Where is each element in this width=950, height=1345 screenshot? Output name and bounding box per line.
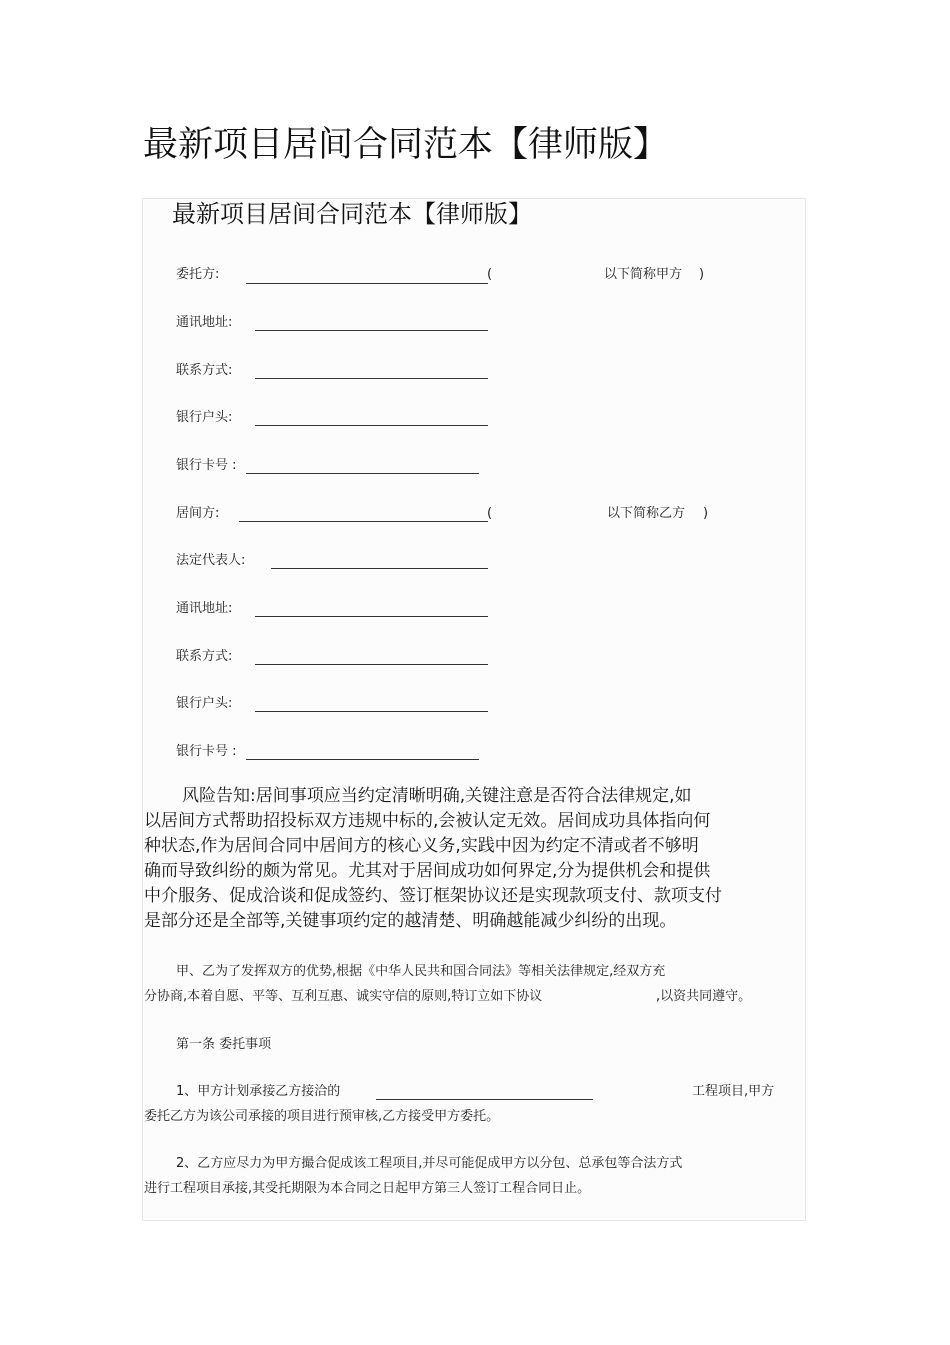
preamble-line-2: 分协商,本着自愿、平等、互利互惠、诚实守信的原则,特订立如下协议 (144, 989, 543, 1004)
party-b-contact-blank (255, 664, 488, 665)
party-b-address-blank (255, 616, 488, 617)
risk-notice-line: 风险告知:居间事项应当约定清晰明确,关键注意是否符合法律规定,如 (182, 786, 692, 806)
party-b-account-label: 银行户头: (176, 696, 233, 711)
risk-notice (144, 784, 756, 934)
party-a-address-blank (255, 330, 488, 331)
party-b-account-blank (255, 711, 488, 712)
party-a-name-blank (246, 283, 488, 284)
page-title: 最新项目居间合同范本【律师版】 (143, 125, 669, 165)
party-b-address-label: 通讯地址: (176, 601, 233, 616)
party-a-label: 委托方: (176, 267, 220, 282)
clause-2-line-2: 进行工程项目承接,其受托期限为本合同之日起甲方第三人签订工程合同日止。 (144, 1181, 591, 1196)
risk-notice-line: 是部分还是全部等,关键事项约定的越清楚、明确越能减少纠纷的出现。 (144, 911, 677, 931)
clause-1-line-2: 委托乙方为该公司承接的项目进行预审核,乙方接受甲方委托。 (144, 1109, 500, 1124)
project-name-blank (376, 1099, 593, 1100)
party-a-contact-blank (255, 378, 488, 379)
party-a-paren-close: ) (699, 267, 705, 282)
party-b-label: 居间方: (176, 506, 220, 521)
preamble-line-1: 甲、乙为了发挥双方的优势,根据《中华人民共和国合同法》等相关法律规定,经双方充 (176, 964, 666, 979)
party-b-legal-rep-label: 法定代表人: (176, 553, 246, 568)
document-title: 最新项目居间合同范本【律师版】 (172, 200, 532, 228)
clause-2-line-1: 2、乙方应尽力为甲方撮合促成该工程项目,并尽可能促成甲方以分包、总承包等合法方式 (176, 1156, 683, 1171)
document-card (142, 198, 806, 1221)
party-b-legal-rep-blank (271, 568, 488, 569)
risk-notice-line: 种状态,作为居间合同中居间方的核心义务,实践中因为约定不清或者不够明 (144, 836, 699, 856)
party-b-contact-label: 联系方式: (176, 649, 233, 664)
party-b-name-blank (239, 521, 488, 522)
party-b-card-label: 银行卡号 : (176, 744, 237, 759)
clause-1-line-1: 1、甲方计划承接乙方接洽的 (176, 1084, 341, 1099)
party-a-paren-open: ( (487, 267, 493, 282)
risk-notice-line: 确而导致纠纷的颇为常见。尤其对于居间成功如何界定,分为提供机会和提供 (144, 861, 711, 881)
party-a-account-label: 银行户头: (176, 410, 233, 425)
risk-notice-line: 中介服务、促成洽谈和促成签约、签订框架协议还是实现款项支付、款项支付 (144, 886, 722, 906)
party-a-card-label: 银行卡号 : (176, 458, 237, 473)
party-a-account-blank (255, 425, 488, 426)
party-b-card-blank (246, 759, 479, 760)
party-b-short-name: 以下简称乙方 (607, 506, 686, 521)
party-a-contact-label: 联系方式: (176, 363, 233, 378)
article-1-title: 第一条 委托事项 (176, 1037, 272, 1052)
preamble-line-2-end: ,以资共同遵守。 (656, 989, 752, 1004)
clause-1-line-1-end: 工程项目,甲方 (692, 1084, 775, 1099)
risk-notice-line: 以居间方式帮助招投标双方违规中标的,会被认定无效。居间成功具体指向何 (144, 811, 711, 831)
party-b-paren-open: ( (487, 506, 493, 521)
party-a-card-blank (246, 473, 479, 474)
party-a-short-name: 以下简称甲方 (604, 267, 683, 282)
party-a-address-label: 通讯地址: (176, 315, 233, 330)
party-b-paren-close: ) (703, 506, 709, 521)
